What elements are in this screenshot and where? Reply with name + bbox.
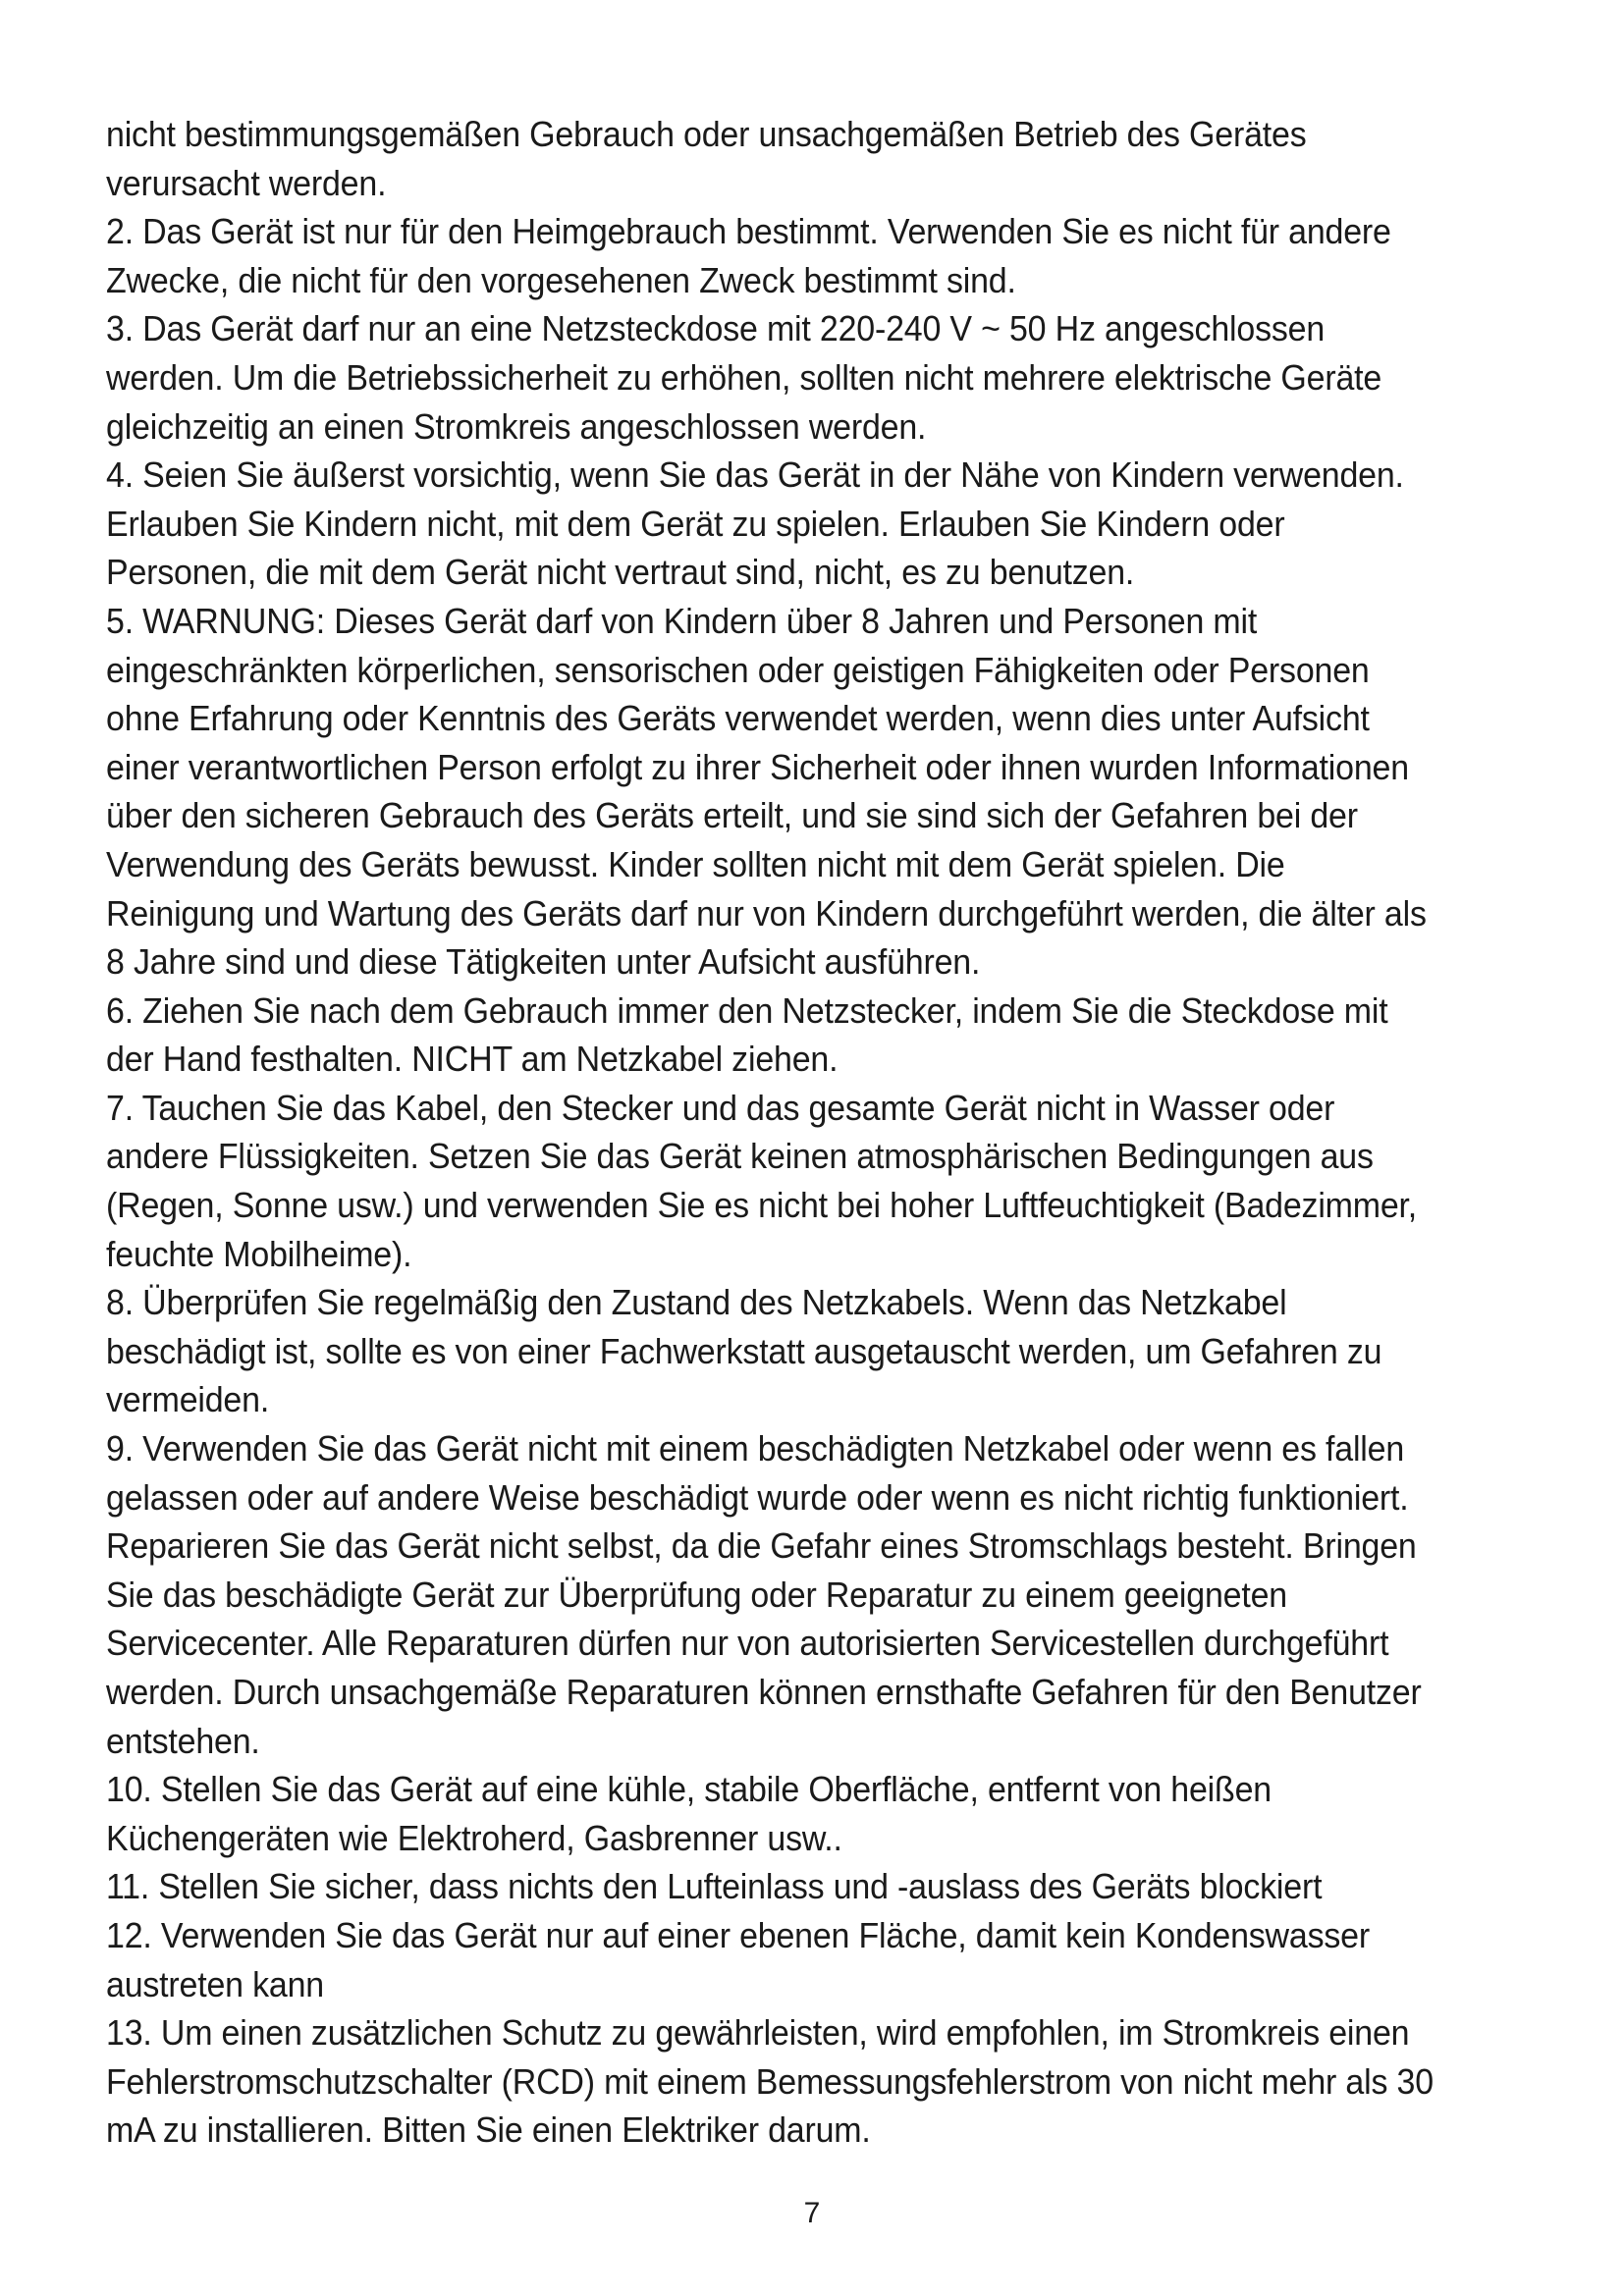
paragraph-item-8: 8. Überprüfen Sie regelmäßig den Zustand des Netzkabels. Wenn das Netzkabel beschädigt ist, sollte es von einer Fachwerkstatt ausgetauscht werden, um Gefahren zu vermeiden. [106,1282,1382,1420]
paragraph-item-12: 12. Verwenden Sie das Gerät nur auf einer ebenen Fläche, damit kein Kondenswasser austreten kann [106,1914,1370,2004]
document-body [106,110,1439,2155]
page-number: 7 [803,2197,821,2229]
paragraph-item-3: 3. Das Gerät darf nur an eine Netzsteckdose mit 220-240 V ~ 50 Hz angeschlossen werden. Um die Betriebssicherheit zu erhöhen, sollten nicht mehrere elektrische Geräte gleichzeitig an einen Stromkreis angeschlossen werden. [106,308,1382,447]
paragraph-item-13: 13. Um einen zusätzlichen Schutz zu gewährleisten, wird empfohlen, im Stromkreis einen Fehlerstromschutzschalter (RCD) mit einem Bemessungsfehlerstrom von nicht mehr als 30 mA zu installieren. Bitten Sie einen Elektriker darum. [106,2012,1434,2151]
paragraph-item-7: 7. Tauchen Sie das Kabel, den Stecker und das gesamte Gerät nicht in Wasser oder andere Flüssigkeiten. Setzen Sie das Gerät keinen atmosphärischen Bedingungen aus (Regen, Sonne usw.) und verwenden Sie es nicht bei hoher Luftfeuchtigkeit (Badezimmer, feuchte Mobilheime). [106,1087,1418,1274]
paragraph-item-2: 2. Das Gerät ist nur für den Heimgebrauch bestimmt. Verwenden Sie es nicht für andere Zwecke, die nicht für den vorgesehenen Zweck bestimmt sind. [106,211,1391,300]
paragraph-item-11: 11. Stellen Sie sicher, dass nichts den Lufteinlass und -auslass des Geräts blockiert [106,1866,1323,1907]
paragraph-item-6: 6. Ziehen Sie nach dem Gebrauch immer den Netzstecker, indem Sie die Steckdose mit der Hand festhalten. NICHT am Netzkabel ziehen. [106,989,1388,1080]
paragraph-item-4: 4. Seien Sie äußerst vorsichtig, wenn Sie das Gerät in der Nähe von Kindern verwenden. Erlauben Sie Kindern nicht, mit dem Gerät zu spielen. Erlauben Sie Kindern oder Personen, die mit dem Gerät nicht vertraut sind, nicht, es zu benutzen. [106,454,1404,593]
paragraph-continuation: nicht bestimmungsgemäßen Gebrauch oder unsachgemäßen Betrieb des Gerätes verursacht werden. [106,114,1307,203]
paragraph-item-5: 5. WARNUNG: Dieses Gerät darf von Kindern über 8 Jahren und Personen mit eingeschränkten körperlichen, sensorischen oder geistigen Fähigkeiten oder Personen ohne Erfahrung oder Kenntnis des Geräts verwendet werden, wenn dies unter Aufsicht einer verantwortlichen Person erfolgt zu ihrer Sicherheit oder ihnen wurden Informationen über den sicheren Gebrauch des Geräts erteilt, und sie sind sich der Gefahren bei der Verwendung des Geräts bewusst. Kinder sollten nicht mit dem Gerät spielen. Die Reinigung und Wartung des Geräts darf nur von Kindern durchgeführt werden, die älter als 8 Jahre sind und diese Tätigkeiten unter Aufsicht ausführen. [106,600,1427,983]
paragraph-item-10: 10. Stellen Sie das Gerät auf eine kühle, stabile Oberfläche, entfernt von heißen Küchengeräten wie Elektroherd, Gasbrenner usw.. [106,1769,1272,1858]
paragraph-item-9: 9. Verwenden Sie das Gerät nicht mit einem beschädigten Netzkabel oder wenn es fallen gelassen oder auf andere Weise beschädigt wurde oder wenn es nicht richtig funktioniert. Reparieren Sie das Gerät nicht selbst, da die Gefahr eines Stromschlags besteht. Bringen Sie das beschädigte Gerät zur Überprüfung oder Reparatur zu einem geeigneten Servicecenter. Alle Reparaturen dürfen nur von autorisierten Servicestellen durchgeführt werden. Durch unsachgemäße Reparaturen können ernsthafte Gefahren für den Benutzer entstehen. [106,1428,1422,1761]
